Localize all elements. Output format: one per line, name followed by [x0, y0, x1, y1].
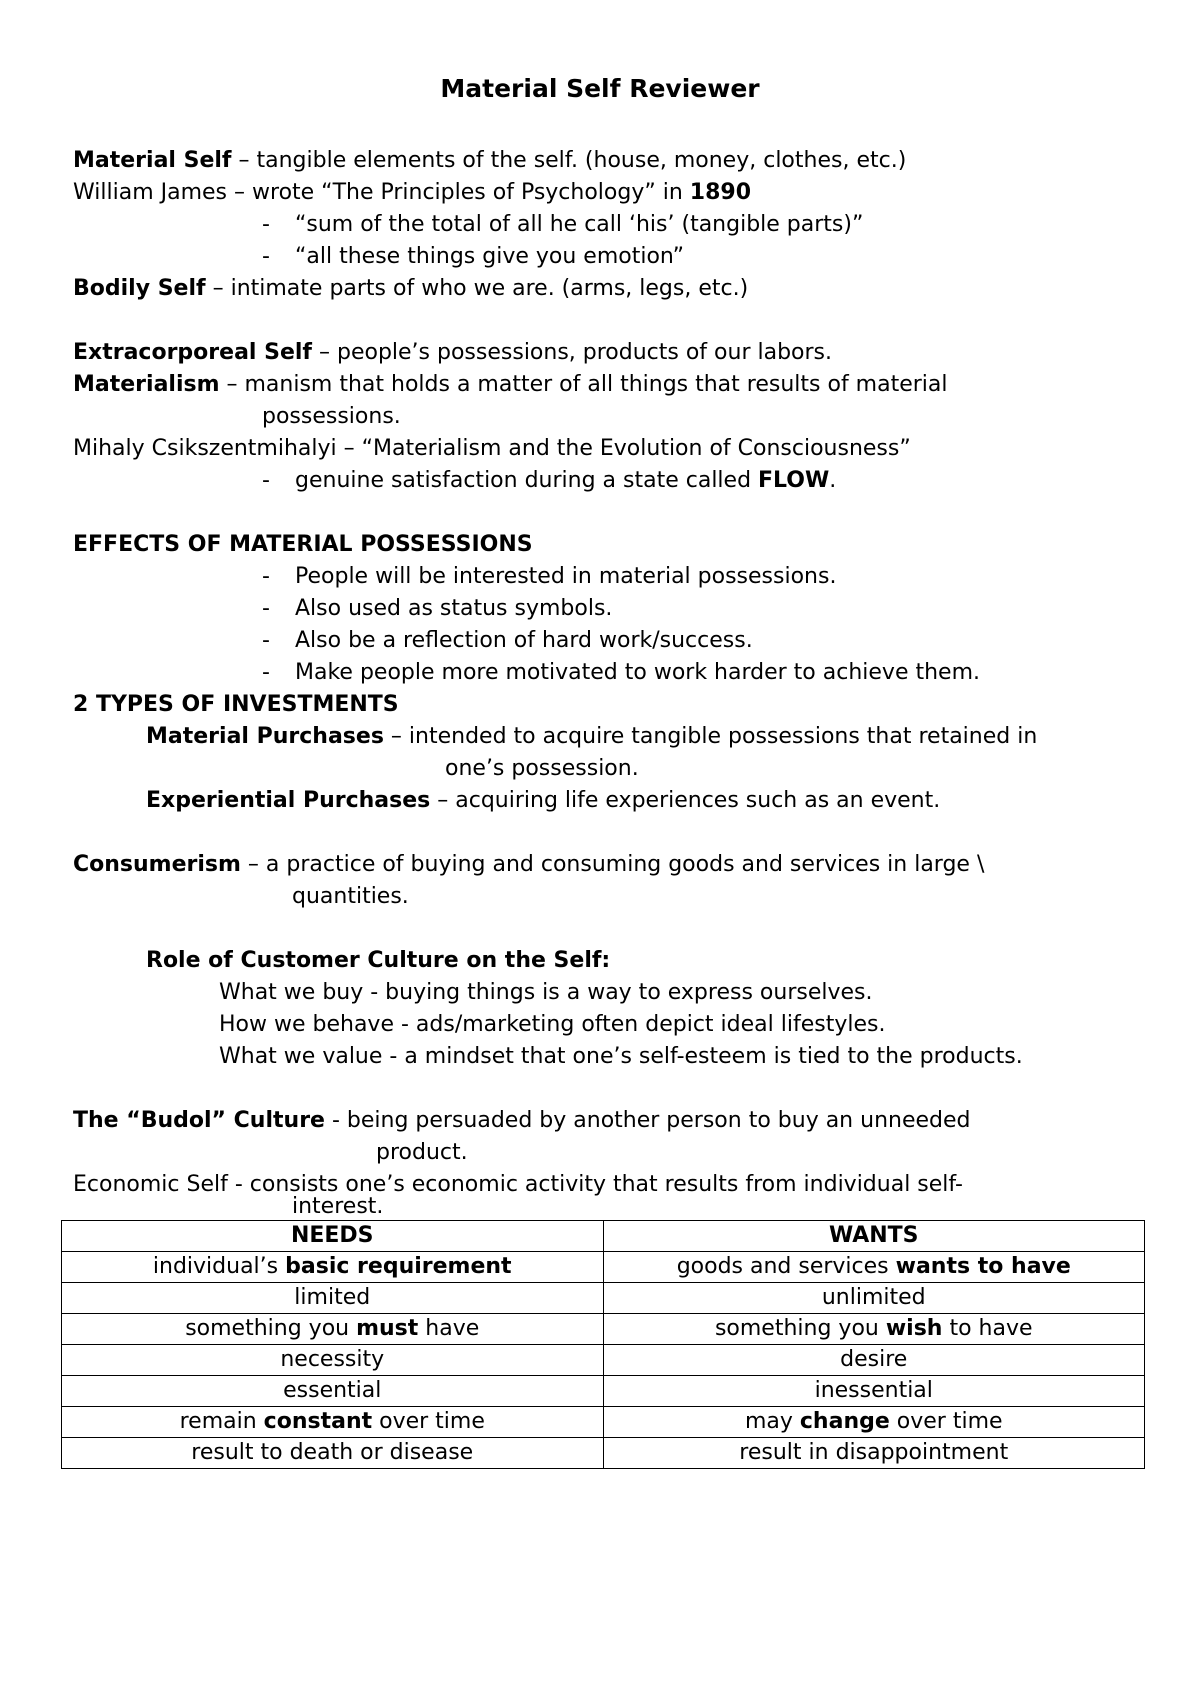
budol-continued: product. — [376, 1140, 468, 1165]
needs-cell: something you must have — [62, 1314, 604, 1345]
term: Extracorporeal Self — [73, 340, 312, 365]
header-needs: NEEDS — [62, 1221, 604, 1252]
table-row — [62, 1252, 1145, 1283]
james-point: - “all these things give you emotion” — [262, 244, 685, 269]
wants-cell: may change over time — [603, 1407, 1145, 1438]
role-item: How we behave - ads/marketing often depict ideal lifestyles. — [219, 1012, 886, 1037]
definition: – intimate parts of who we are. (arms, legs, etc.) — [205, 276, 749, 301]
effects-heading: EFFECTS OF MATERIAL POSSESSIONS — [73, 532, 533, 557]
effects-item: - People will be interested in material possessions. — [262, 564, 837, 589]
table-header-row — [62, 1221, 1145, 1252]
needs-cell: remain constant over time — [62, 1407, 604, 1438]
needs-wants-table — [61, 1220, 1145, 1469]
materialism-definition — [73, 370, 948, 400]
wants-cell: result in disappointment — [603, 1438, 1145, 1469]
bodily-self-definition — [73, 274, 748, 304]
needs-cell: individual’s basic requirement — [62, 1252, 604, 1283]
wants-cell: something you wish to have — [603, 1314, 1145, 1345]
experiential-purchases: Experiential Purchases – acquiring life experiences such as an event. — [146, 788, 941, 813]
table-row — [62, 1283, 1145, 1314]
mihaly-line: Mihaly Csikszentmihalyi – “Materialism and the Evolution of Consciousness” — [73, 436, 911, 461]
economic-self-continued: interest. — [292, 1194, 384, 1219]
material-self-definition — [73, 146, 906, 176]
point-text: genuine satisfaction during a state called — [295, 468, 759, 493]
table-row — [62, 1345, 1145, 1376]
budol-definition: The “Budol” Culture - being persuaded by another person to buy an unneeded — [73, 1108, 971, 1133]
consumerism-definition: Consumerism – a practice of buying and consuming goods and services in large \ — [73, 852, 985, 877]
flow: FLOW — [758, 468, 830, 493]
investments-heading: 2 TYPES OF INVESTMENTS — [73, 692, 399, 717]
year: 1890 — [689, 180, 752, 205]
wants-cell: goods and services wants to have — [603, 1252, 1145, 1283]
consumerism-continued: quantities. — [292, 884, 409, 909]
wants-cell: unlimited — [603, 1283, 1145, 1314]
economic-self-line: Economic Self - consists one’s economic activity that results from individual self- — [73, 1172, 963, 1197]
needs-cell: essential — [62, 1376, 604, 1407]
role-item: What we value - a mindset that one’s self-esteem is tied to the products. — [219, 1044, 1023, 1069]
table-row — [62, 1314, 1145, 1345]
effects-item: - Also used as status symbols. — [262, 596, 613, 621]
definition: – manism that holds a matter of all things that results of material — [219, 372, 948, 397]
james-point: - “sum of the total of all he call ‘his’ (tangible parts)” — [262, 212, 864, 237]
effects-item: - Make people more motivated to work harder to achieve them. — [262, 660, 980, 685]
wants-cell: desire — [603, 1345, 1145, 1376]
definition: – tangible elements of the self. (house, money, clothes, etc.) — [231, 148, 907, 173]
point-text: “sum of the total of all he call ‘his’ (tangible parts)” — [295, 212, 864, 237]
needs-cell: necessity — [62, 1345, 604, 1376]
header-wants: WANTS — [603, 1221, 1145, 1252]
table-row — [62, 1407, 1145, 1438]
mihaly-point: - genuine satisfaction during a state called FLOW. — [262, 468, 837, 493]
term: Materialism — [73, 372, 220, 397]
term: Material Self — [73, 148, 232, 173]
material-purchases: Material Purchases – intended to acquire tangible possessions that retained in — [146, 724, 1038, 749]
needs-cell: limited — [62, 1283, 604, 1314]
extracorporeal-definition — [73, 338, 832, 368]
wants-cell: inessential — [603, 1376, 1145, 1407]
text: William James – wrote “The Principles of Psychology” in — [73, 180, 690, 205]
definition: – people’s possessions, products of our labors. — [312, 340, 833, 365]
material-purchases-continued: one’s possession. — [445, 756, 639, 781]
role-item: What we buy - buying things is a way to express ourselves. — [219, 980, 873, 1005]
table-row — [62, 1376, 1145, 1407]
role-heading: Role of Customer Culture on the Self: — [146, 948, 611, 973]
document-title: Material Self Reviewer — [440, 74, 760, 103]
materialism-continued: possessions. — [262, 404, 401, 429]
term: Bodily Self — [73, 276, 206, 301]
table-row — [62, 1438, 1145, 1469]
needs-cell: result to death or disease — [62, 1438, 604, 1469]
effects-item: - Also be a reflection of hard work/success. — [262, 628, 753, 653]
point-text: “all these things give you emotion” — [295, 244, 685, 269]
william-james-line — [73, 178, 751, 208]
